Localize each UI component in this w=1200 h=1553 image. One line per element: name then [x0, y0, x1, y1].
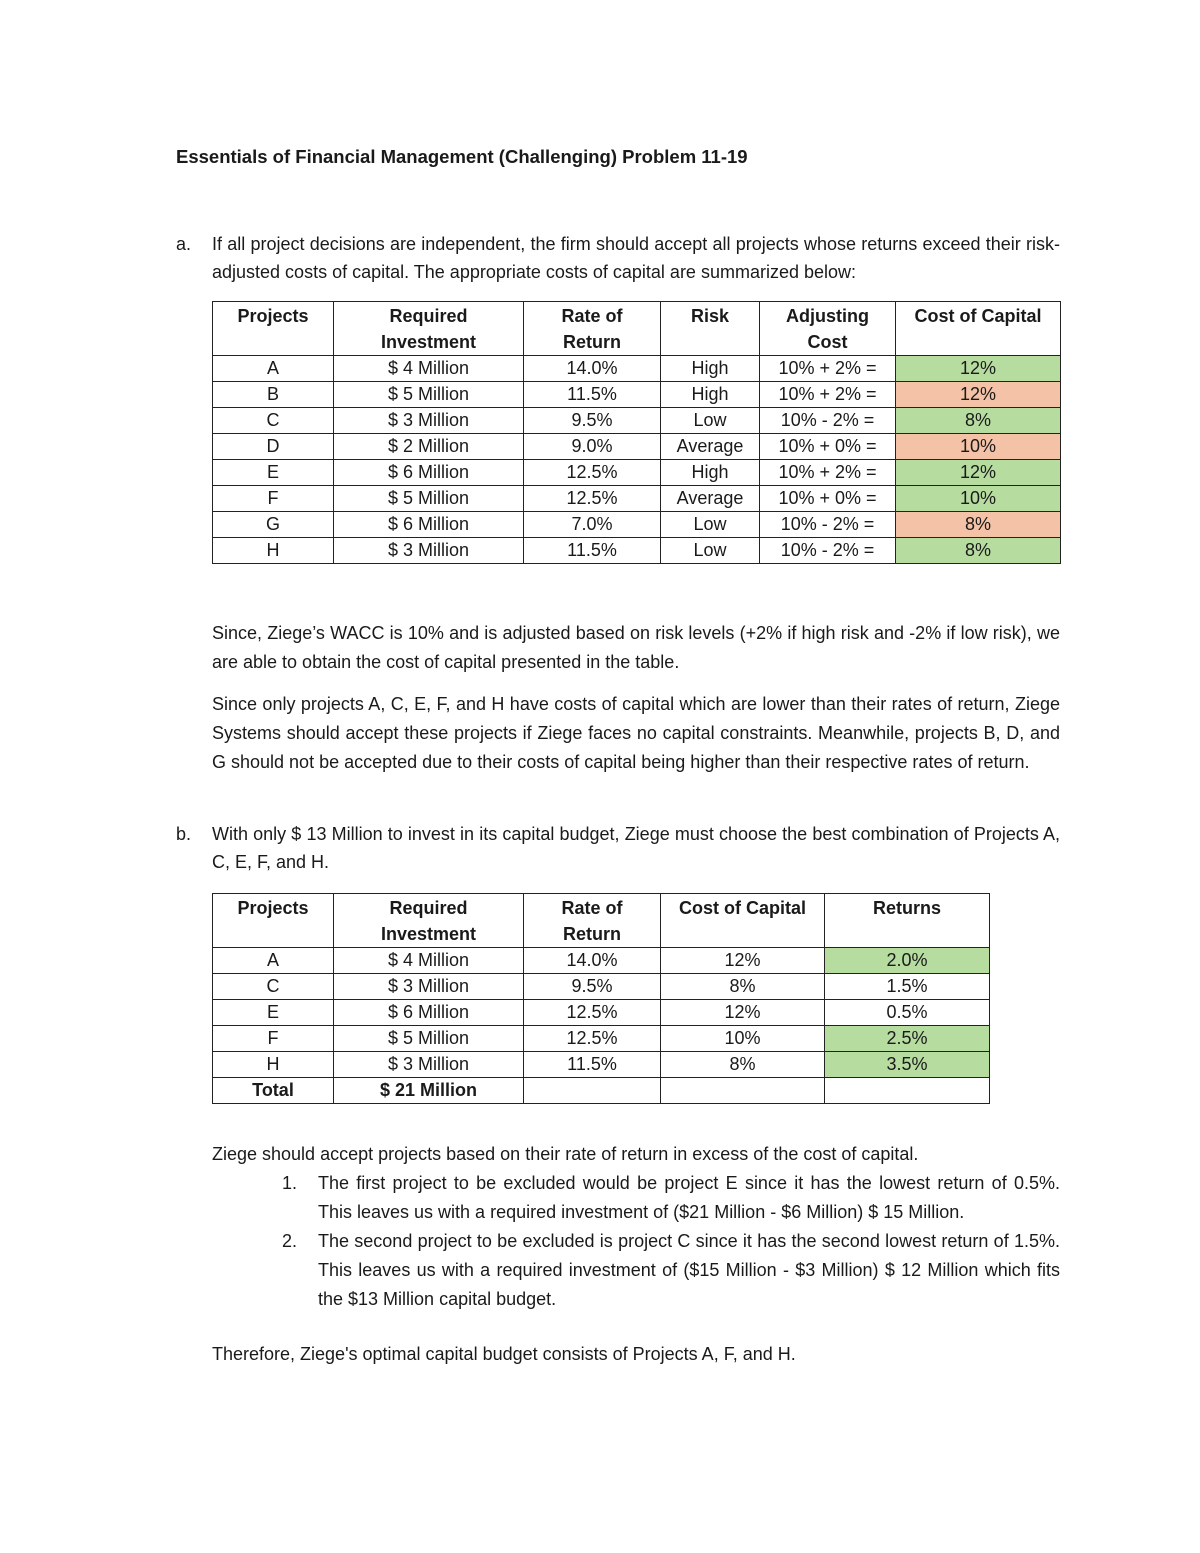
- cost-of-capital-table: [212, 301, 1061, 564]
- cell-project: F: [213, 486, 334, 512]
- cell-returns: 2.0%: [825, 948, 990, 974]
- header-rate-of-return: Rate of Return: [524, 894, 661, 948]
- exclusion-list: [212, 1169, 1060, 1314]
- cell-project: G: [213, 512, 334, 538]
- table-row: [213, 538, 1061, 564]
- cell-cost-of-capital: 10%: [896, 434, 1061, 460]
- cell-cost-of-capital: 12%: [896, 356, 1061, 382]
- cell-rate: 14.0%: [524, 948, 661, 974]
- cell-cost-of-capital: 8%: [661, 1052, 825, 1078]
- cell-investment: $ 6 Million: [334, 512, 524, 538]
- cell-project: H: [213, 1052, 334, 1078]
- cell-returns: 0.5%: [825, 1000, 990, 1026]
- cell-project: C: [213, 974, 334, 1000]
- header-returns: Returns: [825, 894, 990, 948]
- cell-investment: $ 5 Million: [334, 382, 524, 408]
- table-row: [213, 460, 1061, 486]
- cell-risk: Low: [661, 512, 760, 538]
- cell-cost-of-capital: 12%: [661, 1000, 825, 1026]
- cell-returns: 2.5%: [825, 1026, 990, 1052]
- header-adjusting-cost: Adjusting Cost: [760, 302, 896, 356]
- table-row: [213, 356, 1061, 382]
- cell-investment: $ 6 Million: [334, 460, 524, 486]
- cell-risk: Low: [661, 538, 760, 564]
- table-row: [213, 486, 1061, 512]
- cell-adjusting-cost: 10% + 2% =: [760, 382, 896, 408]
- paragraph-accepted-projects: Since only projects A, C, E, F, and H have costs of capital which are lower than their rates of return, Ziege Systems should accept these projects if Ziege faces no capital constraints. Meanwhile, projects B, D, and G should not be accepted due to their costs of capital being higher than their respective rates of return.: [212, 694, 1060, 772]
- cell-cost-of-capital: 12%: [896, 382, 1061, 408]
- paragraph-accept-criteria: Ziege should accept projects based on their rate of return in excess of the cost of capital.: [212, 1144, 919, 1164]
- cell-project: F: [213, 1026, 334, 1052]
- cell-risk: Low: [661, 408, 760, 434]
- cell-project: A: [213, 356, 334, 382]
- list-item: [212, 1169, 1060, 1227]
- cell-project: H: [213, 538, 334, 564]
- list-item-number: 1.: [282, 1173, 298, 1193]
- cell-cost-of-capital: 12%: [661, 948, 825, 974]
- cell-empty: [825, 1078, 990, 1104]
- cell-adjusting-cost: 10% + 0% =: [760, 434, 896, 460]
- list-item: [212, 1227, 1060, 1314]
- cell-rate: 12.5%: [524, 460, 661, 486]
- total-row: [213, 1078, 990, 1104]
- cell-cost-of-capital: 8%: [896, 408, 1061, 434]
- page-title: Essentials of Financial Management (Challenging) Problem 11-19: [176, 146, 748, 167]
- cell-investment: $ 3 Million: [334, 974, 524, 1000]
- header-cost-of-capital: Cost of Capital: [661, 894, 825, 948]
- cell-risk: Average: [661, 486, 760, 512]
- cell-cost-of-capital: 8%: [896, 512, 1061, 538]
- cell-project: C: [213, 408, 334, 434]
- table-header-row: [213, 302, 1061, 356]
- header-rate-of-return: Rate of Return: [524, 302, 661, 356]
- cell-cost-of-capital: 8%: [896, 538, 1061, 564]
- table-header-row: [213, 894, 990, 948]
- cell-investment: $ 4 Million: [334, 948, 524, 974]
- cell-risk: High: [661, 382, 760, 408]
- cell-risk: Average: [661, 434, 760, 460]
- cell-rate: 11.5%: [524, 1052, 661, 1078]
- cell-returns: 1.5%: [825, 974, 990, 1000]
- cell-investment: $ 5 Million: [334, 486, 524, 512]
- cell-adjusting-cost: 10% - 2% =: [760, 538, 896, 564]
- cell-empty: [524, 1078, 661, 1104]
- header-required-investment: Required Investment: [334, 302, 524, 356]
- cell-rate: 14.0%: [524, 356, 661, 382]
- header-projects: Projects: [213, 302, 334, 356]
- cell-rate: 9.0%: [524, 434, 661, 460]
- cell-total-investment: $ 21 Million: [334, 1078, 524, 1104]
- cell-rate: 12.5%: [524, 486, 661, 512]
- part-a-text: If all project decisions are independent, the firm should accept all projects whose returns exceed their risk-adjusted costs of capital. The appropriate costs of capital are summarized below:: [212, 234, 1060, 282]
- paragraph-wacc: Since, Ziege’s WACC is 10% and is adjusted based on risk levels (+2% if high risk and -2% if low risk), we are able to obtain the cost of capital presented in the table.: [212, 623, 1060, 672]
- cell-investment: $ 5 Million: [334, 1026, 524, 1052]
- header-cost-of-capital: Cost of Capital: [896, 302, 1061, 356]
- cell-cost-of-capital: 12%: [896, 460, 1061, 486]
- cell-project: D: [213, 434, 334, 460]
- cell-project: B: [213, 382, 334, 408]
- list-item-text: The second project to be excluded is project C since it has the second lowest return of 1.5%. This leaves us with a required investment of ($15 Million - $3 Million) $ 12 Million which fits the $13 Million capital budget.: [318, 1231, 1060, 1309]
- cell-adjusting-cost: 10% - 2% =: [760, 408, 896, 434]
- cell-project: E: [213, 1000, 334, 1026]
- cell-adjusting-cost: 10% + 2% =: [760, 460, 896, 486]
- cell-cost-of-capital: 8%: [661, 974, 825, 1000]
- cell-project: A: [213, 948, 334, 974]
- cell-investment: $ 3 Million: [334, 408, 524, 434]
- table-row: [213, 1026, 990, 1052]
- part-a-marker: a.: [176, 234, 192, 254]
- conclusion: Therefore, Ziege's optimal capital budget consists of Projects A, F, and H.: [212, 1344, 796, 1364]
- list-item-text: The first project to be excluded would be project E since it has the lowest return of 0.5%. This leaves us with a required investment of ($21 Million - $6 Million) $ 15 Million.: [318, 1173, 1060, 1222]
- table-row: [213, 1000, 990, 1026]
- cell-empty: [661, 1078, 825, 1104]
- table-row: [213, 434, 1061, 460]
- cell-rate: 7.0%: [524, 512, 661, 538]
- cell-rate: 9.5%: [524, 408, 661, 434]
- table-row: [213, 974, 990, 1000]
- cell-investment: $ 6 Million: [334, 1000, 524, 1026]
- cell-adjusting-cost: 10% - 2% =: [760, 512, 896, 538]
- header-risk: Risk: [661, 302, 760, 356]
- table-row: [213, 382, 1061, 408]
- cell-rate: 11.5%: [524, 538, 661, 564]
- header-projects: Projects: [213, 894, 334, 948]
- cell-rate: 9.5%: [524, 974, 661, 1000]
- table-row: [213, 512, 1061, 538]
- returns-table: [212, 893, 990, 1104]
- cell-investment: $ 4 Million: [334, 356, 524, 382]
- header-required-investment: Required Investment: [334, 894, 524, 948]
- cell-total-label: Total: [213, 1078, 334, 1104]
- table-row: [213, 1052, 990, 1078]
- cell-investment: $ 2 Million: [334, 434, 524, 460]
- table-row: [213, 408, 1061, 434]
- cell-investment: $ 3 Million: [334, 538, 524, 564]
- cell-rate: 12.5%: [524, 1000, 661, 1026]
- cell-returns: 3.5%: [825, 1052, 990, 1078]
- cell-adjusting-cost: 10% + 2% =: [760, 356, 896, 382]
- cell-rate: 12.5%: [524, 1026, 661, 1052]
- cell-risk: High: [661, 356, 760, 382]
- cell-project: E: [213, 460, 334, 486]
- cell-risk: High: [661, 460, 760, 486]
- cell-adjusting-cost: 10% + 0% =: [760, 486, 896, 512]
- list-item-number: 2.: [282, 1231, 298, 1251]
- cell-cost-of-capital: 10%: [896, 486, 1061, 512]
- cell-cost-of-capital: 10%: [661, 1026, 825, 1052]
- part-b: [176, 820, 1060, 876]
- part-b-marker: b.: [176, 824, 192, 844]
- table-row: [213, 948, 990, 974]
- cell-investment: $ 3 Million: [334, 1052, 524, 1078]
- part-a: [176, 230, 1060, 286]
- cell-rate: 11.5%: [524, 382, 661, 408]
- part-b-text: With only $ 13 Million to invest in its capital budget, Ziege must choose the best combination of Projects A, C, E, F, and H.: [212, 824, 1060, 872]
